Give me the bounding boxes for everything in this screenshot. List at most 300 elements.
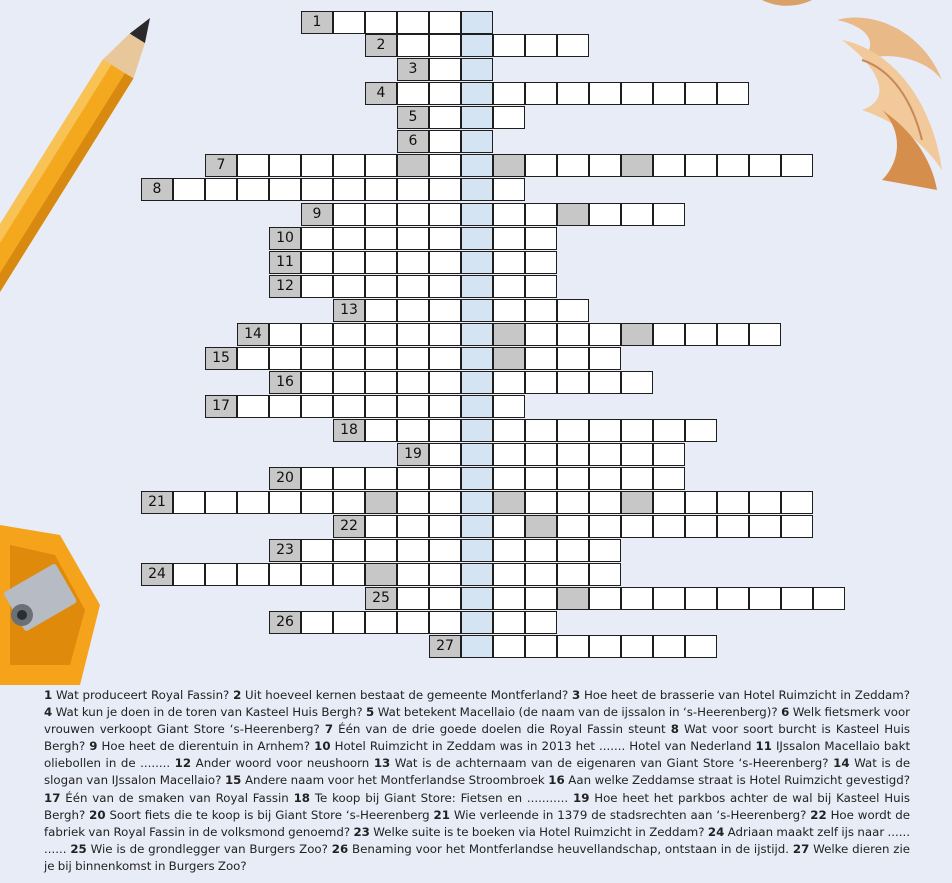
letter-cell[interactable] xyxy=(557,635,589,658)
letter-cell[interactable] xyxy=(749,323,781,346)
shaded-letter-cell[interactable] xyxy=(493,154,525,177)
letter-cell[interactable] xyxy=(429,563,461,586)
letter-cell[interactable] xyxy=(205,563,237,586)
letter-cell[interactable] xyxy=(333,347,365,370)
clue-text: Te koop bij Giant Store: Fietsen en ........... xyxy=(314,790,569,805)
letter-cell[interactable] xyxy=(685,154,717,177)
letter-cell[interactable] xyxy=(525,203,557,226)
solution-key-cell[interactable] xyxy=(461,106,493,129)
letter-cell[interactable] xyxy=(557,371,589,394)
clue-number-cell: 14 xyxy=(237,323,269,346)
letter-cell[interactable] xyxy=(653,154,685,177)
letter-cell[interactable] xyxy=(429,178,461,201)
letter-cell[interactable] xyxy=(269,563,301,586)
letter-cell[interactable] xyxy=(685,491,717,514)
letter-cell[interactable] xyxy=(301,323,333,346)
clue-number: 16 xyxy=(548,773,565,788)
shaded-letter-cell[interactable] xyxy=(493,323,525,346)
letter-cell[interactable] xyxy=(365,227,397,250)
letter-cell[interactable] xyxy=(589,443,621,466)
letter-cell[interactable] xyxy=(653,203,685,226)
solution-key-cell[interactable] xyxy=(461,251,493,274)
letter-cell[interactable] xyxy=(397,563,429,586)
letter-cell[interactable] xyxy=(717,515,749,538)
letter-cell[interactable] xyxy=(429,227,461,250)
clue-number: 21 xyxy=(433,807,450,822)
letter-cell[interactable] xyxy=(397,203,429,226)
clue-number-cell: 6 xyxy=(397,130,429,153)
solution-key-cell[interactable] xyxy=(461,563,493,586)
solution-key-cell[interactable] xyxy=(461,371,493,394)
clue-text: Wat produceert Royal Fassin? xyxy=(55,688,230,702)
solution-key-cell[interactable] xyxy=(461,58,493,81)
letter-cell[interactable] xyxy=(525,347,557,370)
letter-cell[interactable] xyxy=(333,11,365,34)
letter-cell[interactable] xyxy=(621,635,653,658)
letter-cell[interactable] xyxy=(781,491,813,514)
solution-key-cell[interactable] xyxy=(461,515,493,538)
letter-cell[interactable] xyxy=(525,467,557,490)
clue-number-cell: 22 xyxy=(333,515,365,538)
letter-cell[interactable] xyxy=(397,491,429,514)
letter-cell[interactable] xyxy=(589,323,621,346)
letter-cell[interactable] xyxy=(429,154,461,177)
letter-cell[interactable] xyxy=(557,443,589,466)
letter-cell[interactable] xyxy=(589,371,621,394)
letter-cell[interactable] xyxy=(525,34,557,57)
shaded-letter-cell[interactable] xyxy=(525,515,557,538)
clue-number-cell: 18 xyxy=(333,419,365,442)
clue-item xyxy=(294,791,569,805)
shaded-letter-cell[interactable] xyxy=(557,587,589,610)
letter-cell[interactable] xyxy=(685,635,717,658)
letter-cell[interactable] xyxy=(653,467,685,490)
solution-key-cell[interactable] xyxy=(461,395,493,418)
shaded-letter-cell[interactable] xyxy=(365,563,397,586)
letter-cell[interactable] xyxy=(749,491,781,514)
letter-cell[interactable] xyxy=(621,443,653,466)
letter-cell[interactable] xyxy=(557,347,589,370)
letter-cell[interactable] xyxy=(429,34,461,57)
letter-cell[interactable] xyxy=(781,515,813,538)
letter-cell[interactable] xyxy=(397,251,429,274)
solution-key-cell[interactable] xyxy=(461,419,493,442)
solution-key-cell[interactable] xyxy=(461,34,493,57)
letter-cell[interactable] xyxy=(493,419,525,442)
letter-cell[interactable] xyxy=(525,275,557,298)
letter-cell[interactable] xyxy=(429,587,461,610)
letter-cell[interactable] xyxy=(397,11,429,34)
clue-number-cell: 3 xyxy=(397,58,429,81)
letter-cell[interactable] xyxy=(301,371,333,394)
letter-cell[interactable] xyxy=(589,419,621,442)
letter-cell[interactable] xyxy=(269,178,301,201)
clue-number-cell: 2 xyxy=(365,34,397,57)
letter-cell[interactable] xyxy=(333,251,365,274)
letter-cell[interactable] xyxy=(589,82,621,105)
letter-cell[interactable] xyxy=(365,395,397,418)
letter-cell[interactable] xyxy=(365,419,397,442)
letter-cell[interactable] xyxy=(397,323,429,346)
letter-cell[interactable] xyxy=(301,491,333,514)
letter-cell[interactable] xyxy=(493,178,525,201)
letter-cell[interactable] xyxy=(621,82,653,105)
letter-cell[interactable] xyxy=(685,587,717,610)
solution-key-cell[interactable] xyxy=(461,154,493,177)
shaded-letter-cell[interactable] xyxy=(397,154,429,177)
letter-cell[interactable] xyxy=(269,323,301,346)
letter-cell[interactable] xyxy=(397,395,429,418)
letter-cell[interactable] xyxy=(525,443,557,466)
letter-cell[interactable] xyxy=(397,419,429,442)
letter-cell[interactable] xyxy=(429,106,461,129)
letter-cell[interactable] xyxy=(813,587,845,610)
solution-key-cell[interactable] xyxy=(461,467,493,490)
clue-item xyxy=(44,705,363,719)
letter-cell[interactable] xyxy=(237,395,269,418)
letter-cell[interactable] xyxy=(525,587,557,610)
letter-cell[interactable] xyxy=(781,587,813,610)
letter-cell[interactable] xyxy=(397,347,429,370)
clue-number: 25 xyxy=(70,841,87,856)
letter-cell[interactable] xyxy=(493,515,525,538)
letter-cell[interactable] xyxy=(621,467,653,490)
shaded-letter-cell[interactable] xyxy=(557,203,589,226)
letter-cell[interactable] xyxy=(493,443,525,466)
letter-cell[interactable] xyxy=(525,323,557,346)
clue-number-cell: 15 xyxy=(205,347,237,370)
letter-cell[interactable] xyxy=(493,611,525,634)
letter-cell[interactable] xyxy=(301,563,333,586)
clue-text: Hoe heet de brasserie van Hotel Ruimzicht in Zeddam? xyxy=(583,688,911,702)
letter-cell[interactable] xyxy=(365,539,397,562)
letter-cell[interactable] xyxy=(365,323,397,346)
letter-cell[interactable] xyxy=(365,251,397,274)
letter-cell[interactable] xyxy=(493,203,525,226)
letter-cell[interactable] xyxy=(621,203,653,226)
letter-cell[interactable] xyxy=(653,443,685,466)
letter-cell[interactable] xyxy=(493,251,525,274)
letter-cell[interactable] xyxy=(493,82,525,105)
letter-cell[interactable] xyxy=(237,154,269,177)
shaded-letter-cell[interactable] xyxy=(621,491,653,514)
letter-cell[interactable] xyxy=(365,371,397,394)
clue-text: Welke suite is te boeken via Hotel Ruimzicht in Zeddam? xyxy=(373,824,705,839)
clue-number: 12 xyxy=(174,756,192,771)
clue-number-cell: 17 xyxy=(205,395,237,418)
letter-cell[interactable] xyxy=(525,539,557,562)
letter-cell[interactable] xyxy=(429,251,461,274)
letter-cell[interactable] xyxy=(429,299,461,322)
letter-cell[interactable] xyxy=(301,395,333,418)
letter-cell[interactable] xyxy=(557,154,589,177)
letter-cell[interactable] xyxy=(269,395,301,418)
letter-cell[interactable] xyxy=(365,467,397,490)
clue-item xyxy=(233,688,568,702)
clue-number: 23 xyxy=(353,824,370,839)
clue-item xyxy=(434,808,807,822)
letter-cell[interactable] xyxy=(429,443,461,466)
letter-cell[interactable] xyxy=(557,323,589,346)
clue-text: Welke dieren zie je bij binnenkomst in Burgers Zoo? xyxy=(44,841,911,873)
letter-cell[interactable] xyxy=(237,178,269,201)
letter-cell[interactable] xyxy=(557,82,589,105)
solution-key-cell[interactable] xyxy=(461,11,493,34)
letter-cell[interactable] xyxy=(429,275,461,298)
letter-cell[interactable] xyxy=(301,611,333,634)
letter-cell[interactable] xyxy=(365,611,397,634)
letter-cell[interactable] xyxy=(397,515,429,538)
clue-number-cell: 19 xyxy=(397,443,429,466)
letter-cell[interactable] xyxy=(333,539,365,562)
letter-cell[interactable] xyxy=(493,539,525,562)
letter-cell[interactable] xyxy=(333,203,365,226)
letter-cell[interactable] xyxy=(589,563,621,586)
shaded-letter-cell[interactable] xyxy=(621,154,653,177)
letter-cell[interactable] xyxy=(589,491,621,514)
letter-cell[interactable] xyxy=(301,154,333,177)
solution-key-cell[interactable] xyxy=(461,539,493,562)
letter-cell[interactable] xyxy=(333,611,365,634)
letter-cell[interactable] xyxy=(493,227,525,250)
solution-key-cell[interactable] xyxy=(461,347,493,370)
letter-cell[interactable] xyxy=(621,419,653,442)
clue-number-cell: 1 xyxy=(301,11,333,34)
letter-cell[interactable] xyxy=(237,491,269,514)
letter-cell[interactable] xyxy=(237,347,269,370)
letter-cell[interactable] xyxy=(685,323,717,346)
letter-cell[interactable] xyxy=(685,82,717,105)
letter-cell[interactable] xyxy=(653,419,685,442)
letter-cell[interactable] xyxy=(365,178,397,201)
letter-cell[interactable] xyxy=(525,227,557,250)
letter-cell[interactable] xyxy=(333,395,365,418)
letter-cell[interactable] xyxy=(493,587,525,610)
letter-cell[interactable] xyxy=(557,34,589,57)
letter-cell[interactable] xyxy=(557,563,589,586)
letter-cell[interactable] xyxy=(621,587,653,610)
solution-key-cell[interactable] xyxy=(461,443,493,466)
letter-cell[interactable] xyxy=(493,467,525,490)
letter-cell[interactable] xyxy=(429,203,461,226)
letter-cell[interactable] xyxy=(525,611,557,634)
letter-cell[interactable] xyxy=(397,227,429,250)
letter-cell[interactable] xyxy=(557,419,589,442)
letter-cell[interactable] xyxy=(173,491,205,514)
letter-cell[interactable] xyxy=(525,82,557,105)
letter-cell[interactable] xyxy=(749,587,781,610)
letter-cell[interactable] xyxy=(397,82,429,105)
letter-cell[interactable] xyxy=(493,106,525,129)
letter-cell[interactable] xyxy=(589,635,621,658)
letter-cell[interactable] xyxy=(525,154,557,177)
solution-key-cell[interactable] xyxy=(461,611,493,634)
letter-cell[interactable] xyxy=(269,154,301,177)
letter-cell[interactable] xyxy=(525,299,557,322)
letter-cell[interactable] xyxy=(301,178,333,201)
letter-cell[interactable] xyxy=(301,251,333,274)
letter-cell[interactable] xyxy=(365,275,397,298)
letter-cell[interactable] xyxy=(621,515,653,538)
letter-cell[interactable] xyxy=(397,467,429,490)
letter-cell[interactable] xyxy=(333,491,365,514)
letter-cell[interactable] xyxy=(205,491,237,514)
letter-cell[interactable] xyxy=(365,154,397,177)
solution-key-cell[interactable] xyxy=(461,227,493,250)
letter-cell[interactable] xyxy=(525,563,557,586)
letter-cell[interactable] xyxy=(397,371,429,394)
solution-key-cell[interactable] xyxy=(461,635,493,658)
letter-cell[interactable] xyxy=(429,323,461,346)
solution-key-cell[interactable] xyxy=(461,323,493,346)
letter-cell[interactable] xyxy=(653,82,685,105)
letter-cell[interactable] xyxy=(333,323,365,346)
letter-cell[interactable] xyxy=(653,515,685,538)
letter-cell[interactable] xyxy=(493,395,525,418)
letter-cell[interactable] xyxy=(429,611,461,634)
letter-cell[interactable] xyxy=(525,635,557,658)
letter-cell[interactable] xyxy=(333,154,365,177)
letter-cell[interactable] xyxy=(717,82,749,105)
clue-text: Wat betekent Macellaio (de naam van de ijssalon in ‘s-Heerenberg)? xyxy=(377,705,778,720)
letter-cell[interactable] xyxy=(173,563,205,586)
letter-cell[interactable] xyxy=(429,515,461,538)
letter-cell[interactable] xyxy=(301,275,333,298)
letter-cell[interactable] xyxy=(237,563,269,586)
letter-cell[interactable] xyxy=(653,635,685,658)
letter-cell[interactable] xyxy=(429,491,461,514)
letter-cell[interactable] xyxy=(397,539,429,562)
letter-cell[interactable] xyxy=(365,203,397,226)
letter-cell[interactable] xyxy=(557,467,589,490)
letter-cell[interactable] xyxy=(333,275,365,298)
letter-cell[interactable] xyxy=(557,515,589,538)
letter-cell[interactable] xyxy=(621,371,653,394)
clue-number: 20 xyxy=(89,807,106,822)
solution-key-cell[interactable] xyxy=(461,82,493,105)
letter-cell[interactable] xyxy=(525,251,557,274)
letter-cell[interactable] xyxy=(749,515,781,538)
letter-cell[interactable] xyxy=(717,491,749,514)
letter-cell[interactable] xyxy=(301,467,333,490)
letter-cell[interactable] xyxy=(269,491,301,514)
solution-key-cell[interactable] xyxy=(461,299,493,322)
solution-key-cell[interactable] xyxy=(461,178,493,201)
letter-cell[interactable] xyxy=(525,371,557,394)
letter-cell[interactable] xyxy=(429,371,461,394)
letter-cell[interactable] xyxy=(429,58,461,81)
letter-cell[interactable] xyxy=(333,178,365,201)
letter-cell[interactable] xyxy=(429,467,461,490)
clue-number: 11 xyxy=(755,739,772,754)
letter-cell[interactable] xyxy=(781,154,813,177)
letter-cell[interactable] xyxy=(301,539,333,562)
letter-cell[interactable] xyxy=(685,419,717,442)
letter-cell[interactable] xyxy=(333,563,365,586)
letter-cell[interactable] xyxy=(589,203,621,226)
letter-cell[interactable] xyxy=(301,347,333,370)
solution-key-cell[interactable] xyxy=(461,275,493,298)
letter-cell[interactable] xyxy=(397,587,429,610)
letter-cell[interactable] xyxy=(717,323,749,346)
letter-cell[interactable] xyxy=(589,154,621,177)
letter-cell[interactable] xyxy=(493,34,525,57)
letter-cell[interactable] xyxy=(525,419,557,442)
letter-cell[interactable] xyxy=(429,395,461,418)
letter-cell[interactable] xyxy=(717,587,749,610)
letter-cell[interactable] xyxy=(397,178,429,201)
letter-cell[interactable] xyxy=(365,299,397,322)
letter-cell[interactable] xyxy=(717,154,749,177)
letter-cell[interactable] xyxy=(429,419,461,442)
letter-cell[interactable] xyxy=(653,323,685,346)
letter-cell[interactable] xyxy=(365,11,397,34)
clue-number: 18 xyxy=(293,790,310,805)
letter-cell[interactable] xyxy=(685,515,717,538)
letter-cell[interactable] xyxy=(301,227,333,250)
letter-cell[interactable] xyxy=(429,11,461,34)
letter-cell[interactable] xyxy=(493,371,525,394)
letter-cell[interactable] xyxy=(525,491,557,514)
letter-cell[interactable] xyxy=(429,347,461,370)
letter-cell[interactable] xyxy=(205,178,237,201)
shaded-letter-cell[interactable] xyxy=(493,491,525,514)
letter-cell[interactable] xyxy=(653,587,685,610)
letter-cell[interactable] xyxy=(557,539,589,562)
letter-cell[interactable] xyxy=(589,587,621,610)
letter-cell[interactable] xyxy=(557,299,589,322)
clue-text: Wat is de slogan van IJssalon Macellaio? xyxy=(44,756,911,788)
letter-cell[interactable] xyxy=(397,299,429,322)
shaded-letter-cell[interactable] xyxy=(365,491,397,514)
letter-cell[interactable] xyxy=(589,539,621,562)
letter-cell[interactable] xyxy=(493,275,525,298)
shaded-letter-cell[interactable] xyxy=(493,347,525,370)
letter-cell[interactable] xyxy=(269,347,301,370)
letter-cell[interactable] xyxy=(333,371,365,394)
clue-number: 2 xyxy=(233,688,242,702)
letter-cell[interactable] xyxy=(429,130,461,153)
letter-cell[interactable] xyxy=(429,539,461,562)
letter-cell[interactable] xyxy=(557,491,589,514)
letter-cell[interactable] xyxy=(365,515,397,538)
letter-cell[interactable] xyxy=(749,154,781,177)
solution-key-cell[interactable] xyxy=(461,587,493,610)
letter-cell[interactable] xyxy=(397,611,429,634)
clue-number-cell: 11 xyxy=(269,251,301,274)
letter-cell[interactable] xyxy=(653,491,685,514)
letter-cell[interactable] xyxy=(589,467,621,490)
letter-cell[interactable] xyxy=(333,467,365,490)
letter-cell[interactable] xyxy=(173,178,205,201)
clue-text: Wat kun je doen in de toren van Kasteel Huis Bergh? xyxy=(55,705,363,720)
letter-cell[interactable] xyxy=(493,635,525,658)
letter-cell[interactable] xyxy=(589,515,621,538)
letter-cell[interactable] xyxy=(493,299,525,322)
solution-key-cell[interactable] xyxy=(461,203,493,226)
solution-key-cell[interactable] xyxy=(461,491,493,514)
letter-cell[interactable] xyxy=(365,347,397,370)
letter-cell[interactable] xyxy=(397,34,429,57)
letter-cell[interactable] xyxy=(429,82,461,105)
letter-cell[interactable] xyxy=(493,563,525,586)
letter-cell[interactable] xyxy=(333,227,365,250)
clue-number: 22 xyxy=(810,807,827,822)
solution-key-cell[interactable] xyxy=(461,130,493,153)
letter-cell[interactable] xyxy=(397,275,429,298)
shaded-letter-cell[interactable] xyxy=(621,323,653,346)
letter-cell[interactable] xyxy=(589,347,621,370)
